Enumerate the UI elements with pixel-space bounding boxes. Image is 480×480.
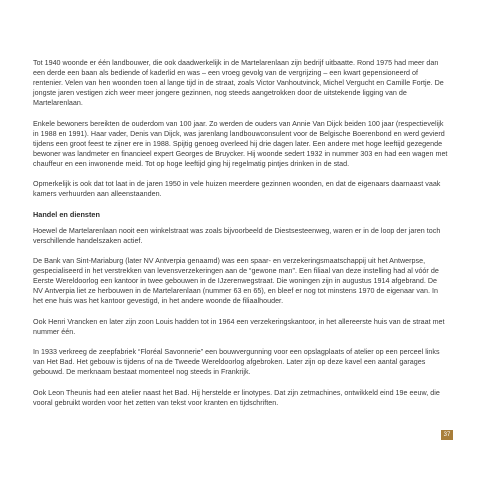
paragraph-multiple-families: Opmerkelijk is ook dat tot laat in de jaren 1950 in vele huizen meerdere gezinnen woonden, en dat de eigenaars daarnaast vaak kamers verhuurden aan alleenstaanden. — [33, 180, 441, 198]
section-heading: Handel en diensten — [33, 209, 100, 219]
paragraph-insurance-office: Ook Henri Vrancken en later zijn zoon Louis hadden tot in 1964 een verzekeringskantoor, in het allereerste huis van de straat met nummer één. — [33, 317, 445, 336]
paragraph-linotype-atelier: Ook Leon Theunis had een atelier naast het Bad. Hij herstelde er linotypes. Dat zijn zetmachines, ontwikkeld eind 19e eeuw, die vooral gebruikt worden voor het zetten van tekst voor kranten en tijdschriften. — [33, 388, 440, 407]
paragraph-soap-factory: In 1933 verkreeg de zeepfabriek “Floréal Savonnerie” een bouwvergunning voor een opslagplaats of atelier op een perceel links van Het Bad. Het gebouw is tijdens of na de Tweede Wereldoorlog afgebroken. Later zijn op deze kavel een aantal garages gebouwd. De merknaam bestaat momenteel nog steeds in Frankrijk. — [33, 348, 440, 376]
page-number-badge: 37 — [441, 430, 453, 440]
paragraph-bank: De Bank van Sint-Mariaburg (later NV Antverpia genaamd) was een spaar- en verzekeringsmaatschappij uit het Antwerpse, gespecialiseerd in het verstrekken van levensverzekeringen aan de “gewone man”. Een filiaal van deze instelling had al vóór de Eerste Wereldoorlog een kantoor in twee gebouwen in de IJzerenwegstraat. Die woningen zijn in augustus 1914 afgebrand. De NV Antverpia liet ze herbouwen in de Martelarenlaan (nummer 63 en 65), en bleef er nog tot minstens 1970 de eigenaar van. In het ene huis was het kantoor gevestigd, in het andere woonde de filiaalhouder. — [33, 257, 439, 305]
paragraph-centenarians: Enkele bewoners bereikten de ouderdom van 100 jaar. Zo werden de ouders van Annie Van Dijck beiden 100 jaar (respectievelijk in 1988 en 1991). Haar vader, Denis van Dijck, was jarenlang landbouwconsulent voor de Belgische Boerenbond en werd gevierd tijdens een groot feest te zijner ere in 1988. Spijtig genoeg overleed hij drie dagen later. Een andere met hoge leeftijd gezegende bewoner was landmeter en financieel expert Georges de Bruycker. Hij woonde sedert 1932 in nummer 303 en had een wagen met chauffeur en een inwonende meid. Tot op hoge leeftijd ging hij regelmatig pintjes drinken in de stad. — [33, 119, 448, 168]
paragraph-commerce-intro: Hoewel de Martelarenlaan nooit een winkelstraat was zoals bijvoorbeeld de Diestsesteenweg, waren er in de loop der jaren toch verschillende handelszaken actief. — [33, 226, 441, 245]
paragraph-residents: Tot 1940 woonde er één landbouwer, die ook daadwerkelijk in de Martelarenlaan zijn bedrijf uitbaatte. Rond 1975 had meer dan een derde een baan als bediende of kaderlid en was – een vroeg gevolg van de vergrijzing – een kwart gepensioneerd of rentenier. Velen van hen woonden toen al lange tijd in de straat, zoals Victor Vanhoutvinck, Michel Vergucht en Camille Fortje. De jongste jaren vestigen zich weer meer jongere gezinnen, nog steeds aangetrokken door de uitstekende ligging van de Martelarenlaan. — [33, 59, 444, 107]
document-body — [33, 58, 448, 418]
